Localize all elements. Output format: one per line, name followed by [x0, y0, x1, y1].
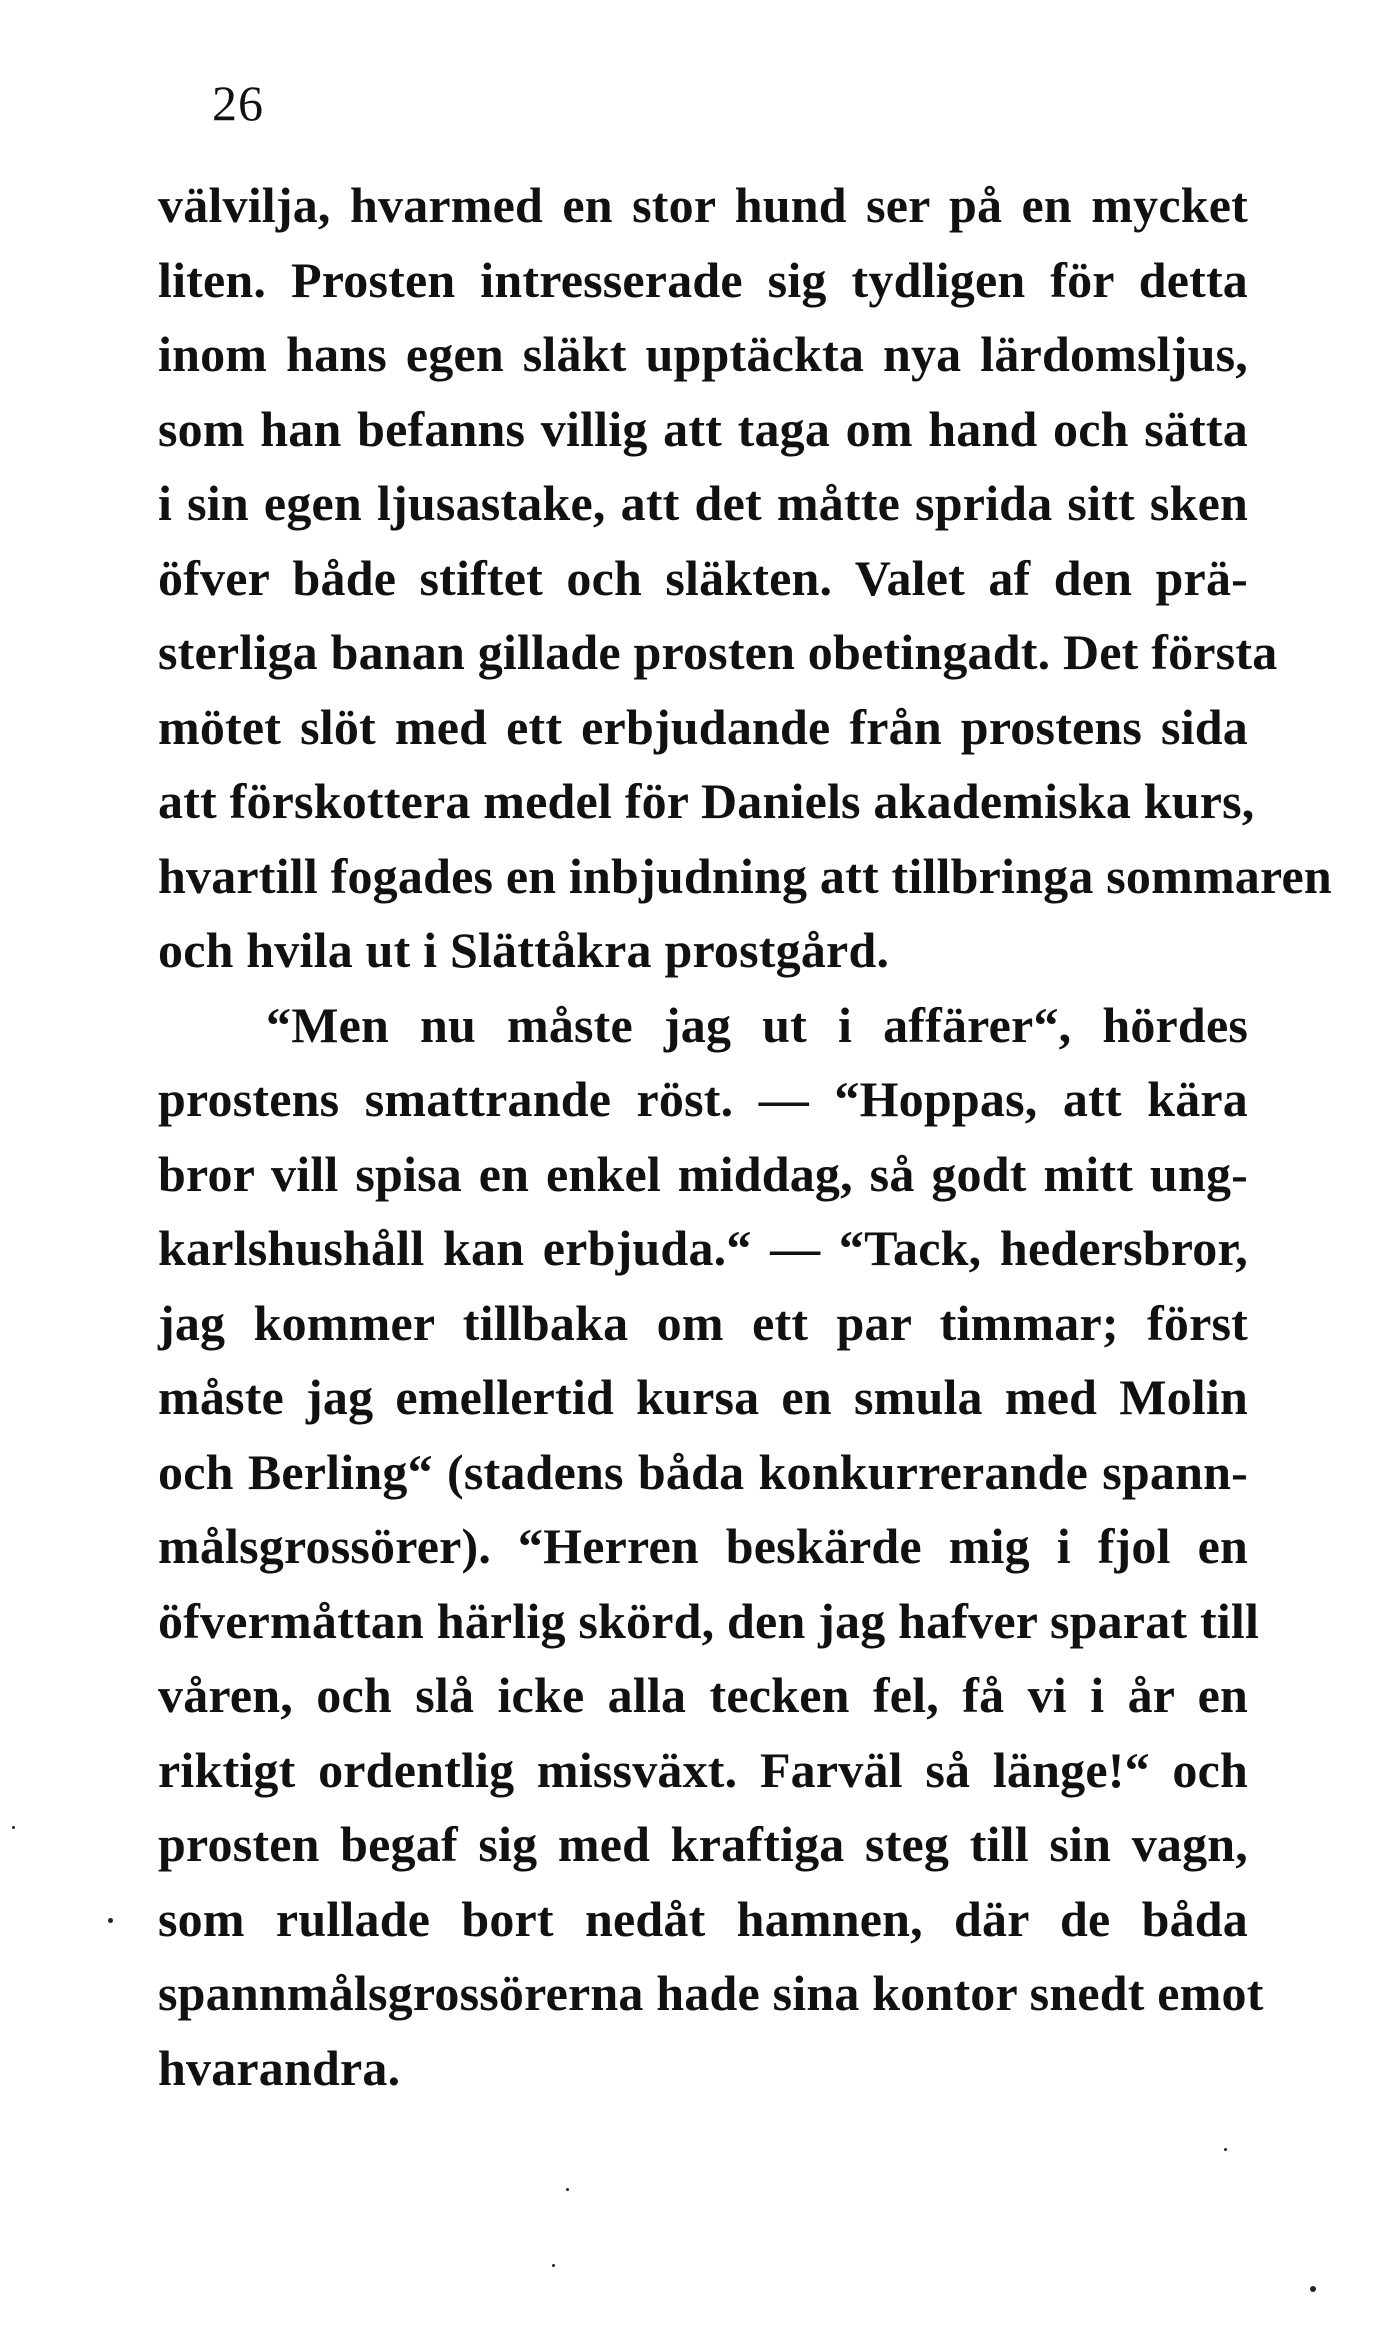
text-line: liten. Prosten intresserade sig tydligen för detta: [158, 251, 1248, 308]
text-line: jag kommer tillbaka om ett par timmar; först: [158, 1294, 1248, 1351]
text-line: våren, och slå icke alla tecken fel, få vi i år en: [158, 1667, 1248, 1723]
text-line: och hvila ut i Slättåkra prostgård.: [158, 922, 890, 978]
scan-speck: [1310, 2286, 1316, 2292]
text-line: välvilja, hvarmed en stor hund ser på en mycket: [158, 177, 1248, 233]
text-line: spannmålsgrossörerna hade sina kontor snedt emot: [158, 1965, 1264, 2021]
text-line: sterliga banan gillade prosten obetingadt. Det första: [158, 624, 1278, 680]
text-line: inom hans egen släkt upptäckta nya lärdomsljus,: [158, 326, 1248, 382]
scan-speck: [566, 2188, 569, 2191]
text-line: öfvermåttan härlig skörd, den jag hafver sparat till: [158, 1592, 1260, 1649]
text-line: som han befanns villig att taga om hand och sätta: [158, 400, 1248, 457]
page-number: 26: [212, 75, 264, 131]
text-line: prosten begaf sig med kraftiga steg till sin vagn,: [158, 1816, 1248, 1872]
text-line: hvartill fogades en inbjudning att tillbringa sommaren: [158, 847, 1332, 904]
text-line: målsgrossörer). “Herren beskärde mig i fjol en: [158, 1518, 1248, 1574]
text-line: och Berling“ (stadens båda konkurrerande spann-: [158, 1443, 1248, 1500]
text-line: prostens smattrande röst. — “Hoppas, att kära: [158, 1071, 1248, 1127]
text-line: hvarandra.: [158, 2039, 401, 2096]
scan-speck: [108, 1918, 113, 1923]
scan-speck: [12, 1826, 15, 1829]
text-line: bror vill spisa en enkel middag, så godt mitt ung-: [158, 1145, 1248, 1202]
text-line: öfver både stiftet och släkten. Valet af den prä-: [158, 549, 1248, 606]
text-line: karlshushåll kan erbjuda.“ — “Tack, hedersbror,: [158, 1220, 1248, 1276]
text-line: som rullade bort nedåt hamnen, där de båda: [158, 1890, 1248, 1947]
text-line: måste jag emellertid kursa en smula med Molin: [158, 1369, 1248, 1425]
text-line: riktigt ordentlig missväxt. Farväl så länge!“ och: [158, 1741, 1248, 1798]
text-line: att förskottera medel för Daniels akademiska kurs,: [158, 773, 1255, 829]
text-line: mötet slöt med ett erbjudande från prostens sida: [158, 698, 1248, 755]
scan-speck: [1224, 2148, 1227, 2151]
scan-speck: [552, 2264, 555, 2267]
text-line: “Men nu måste jag ut i affärer“, hördes: [266, 996, 1248, 1053]
text-line: i sin egen ljusastake, att det måtte sprida sitt sken: [158, 475, 1248, 531]
body-text: [158, 168, 1332, 2105]
